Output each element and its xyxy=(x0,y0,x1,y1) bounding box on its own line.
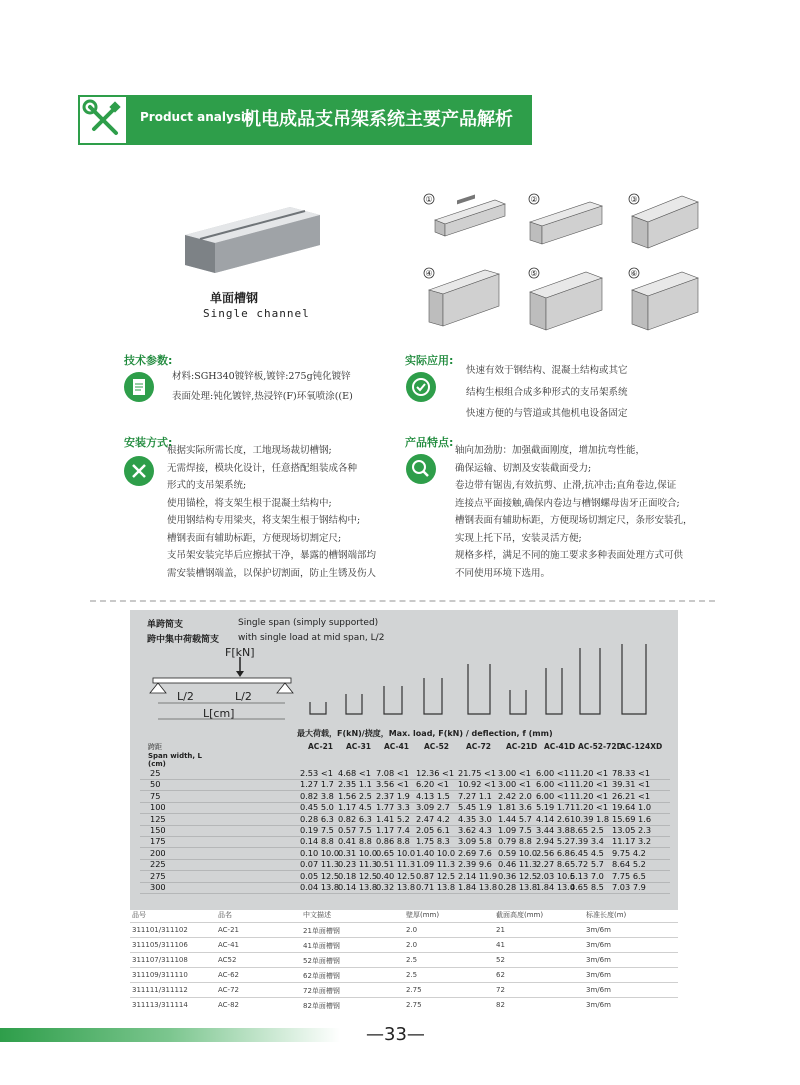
load-cell: 1.81 3.6 xyxy=(498,802,532,813)
load-cell: 0.65 10.0 xyxy=(376,847,416,858)
product-col-header: 品名 xyxy=(218,911,232,919)
load-cell: 8.65 2.5 xyxy=(570,825,604,835)
install-line-1: 根据实际所需长度，工地现场裁切槽钢; xyxy=(167,445,332,456)
col-header: AC-124XD xyxy=(620,742,663,751)
product-cell: 3m/6m xyxy=(586,926,611,934)
product-table-row xyxy=(130,922,678,937)
load-cell: 10.39 1.8 xyxy=(570,813,610,824)
col-header: AC-31 xyxy=(346,742,372,751)
section-label-5: ⑤ xyxy=(530,269,538,278)
install-line-5: 使用钢结构专用梁夹，将支架生根于钢结构中; xyxy=(167,515,361,526)
product-cell: 311105/311106 xyxy=(132,941,188,949)
load-cell: 2.05 6.1 xyxy=(416,825,450,835)
feature-line-2: 确保运输、切割及安装截面受力; xyxy=(455,462,592,474)
product-cell: AC-41 xyxy=(218,941,239,949)
app-line-3: 快速方便的与管道或其他机电设备固定 xyxy=(466,408,628,419)
load-cell: 0.28 13.8 xyxy=(498,882,538,892)
load-cell: 1.41 5.2 xyxy=(376,813,410,824)
load-cell: 6.45 4.5 xyxy=(570,847,604,858)
installation-text xyxy=(167,442,407,582)
load-cell: 5.72 5.7 xyxy=(570,859,604,870)
product-table-row xyxy=(130,937,678,952)
load-cell: 5.19 1.7 xyxy=(536,802,570,813)
load-table-row xyxy=(140,814,670,826)
product-col-header: 截面高度(mm) xyxy=(496,911,544,919)
features-text xyxy=(455,442,715,582)
product-col-header: 品号 xyxy=(132,911,146,919)
load-table-row xyxy=(140,836,670,848)
load-cell: 4.14 2.6 xyxy=(536,813,570,824)
span-header-cn: 跨距 xyxy=(148,743,162,751)
load-cell: 0.14 8.8 xyxy=(300,836,334,847)
product-cell: 62单面槽钢 xyxy=(303,972,340,980)
load-cell: 7.08 <1 xyxy=(376,768,409,778)
load-cell: 1.27 1.7 xyxy=(300,779,334,790)
load-cell: 6.00 <1 xyxy=(536,779,569,790)
product-table-body xyxy=(130,922,678,1014)
install-line-7: 支吊架安装完毕后应擦拭干净，暴露的槽钢端部均 xyxy=(167,550,377,561)
span-value: 175 xyxy=(150,836,166,847)
load-cell: 7.75 6.5 xyxy=(612,870,646,881)
product-cell: 82 xyxy=(496,1001,505,1009)
product-cell: 72单面槽钢 xyxy=(303,987,340,995)
load-cell: 0.19 7.5 xyxy=(300,825,334,835)
load-cell: 2.53 <1 xyxy=(300,768,333,778)
load-cell: 13.05 2.3 xyxy=(612,825,652,835)
load-cell: 0.46 11.3 xyxy=(498,859,538,870)
load-cell: 15.69 1.6 xyxy=(612,813,652,824)
product-table-row xyxy=(130,997,678,1012)
tech-line-1: 材料:SGH340镀锌板,镀锌:275g钝化镀锌 xyxy=(172,371,351,382)
installation-title: 安装方式: xyxy=(124,436,173,449)
product-cell: AC-72 xyxy=(218,986,239,994)
header-cn-title: 机电成品支吊架系统主要产品解析 xyxy=(243,109,513,130)
feature-line-8: 不同使用环境下选用。 xyxy=(455,567,551,579)
col-header: AC-41D xyxy=(544,742,576,751)
load-cell: 1.75 8.3 xyxy=(416,836,450,847)
load-table-row xyxy=(140,791,670,803)
load-cell: 2.35 1.1 xyxy=(338,779,372,790)
product-cell: AC-62 xyxy=(218,971,239,979)
load-column-headers xyxy=(300,742,670,752)
load-cell: 11.20 <1 xyxy=(570,768,609,778)
load-cell: 1.77 3.3 xyxy=(376,802,410,813)
col-header: AC-41 xyxy=(384,742,410,751)
product-cell: 311101/311102 xyxy=(132,926,188,934)
span-value: 75 xyxy=(150,790,161,801)
span-value: 200 xyxy=(150,847,166,858)
load-cell: 1.17 4.5 xyxy=(338,802,372,813)
product-cell: 62 xyxy=(496,971,505,979)
col-header: AC-72 xyxy=(466,742,492,751)
load-cell: 19.64 1.0 xyxy=(612,802,652,813)
product-cell: 3m/6m xyxy=(586,971,611,979)
span-value: 225 xyxy=(150,859,166,870)
load-cell: 2.14 11.9 xyxy=(458,870,498,881)
section-label-1: ① xyxy=(425,195,433,204)
half-span-label-left: L/2 xyxy=(177,690,194,703)
load-cell: 2.69 7.6 xyxy=(458,847,492,858)
section-drawing-1 xyxy=(424,194,505,236)
feature-line-7: 规格多样，满足不同的施工要求多种表面处理方式可供 xyxy=(455,550,684,561)
load-cell: 0.59 10.0 xyxy=(498,847,538,858)
force-label: F[kN] xyxy=(225,646,255,659)
product-cell: 2.75 xyxy=(406,986,422,994)
single-channel-image xyxy=(180,205,325,275)
load-cell: 21.75 <1 xyxy=(458,768,497,778)
span-value: 125 xyxy=(150,813,166,824)
load-cell: 1.84 13.8 xyxy=(458,882,498,892)
load-cell: 0.28 6.3 xyxy=(300,813,334,824)
section-divider xyxy=(90,600,715,602)
load-cell: 0.07 11.3 xyxy=(300,859,340,870)
load-title-en-1: Single span (simply supported) xyxy=(238,618,379,628)
install-line-6: 槽钢表面有辅助标距，方便现场切割定尺; xyxy=(167,532,342,544)
product-cell: 3m/6m xyxy=(586,956,611,964)
load-cell: 26.21 <1 xyxy=(612,790,651,801)
load-cell: 4.13 1.5 xyxy=(416,790,450,801)
product-cell: 3m/6m xyxy=(586,986,611,994)
load-cell: 7.03 7.9 xyxy=(612,882,646,892)
install-line-8: 需安装槽钢端盖，以保护切割面，防止生锈及伤人 xyxy=(167,567,377,579)
load-cell: 7.39 3.4 xyxy=(570,836,604,847)
product-cell: 2.0 xyxy=(406,926,418,934)
load-cell: 2.56 6.8 xyxy=(536,847,570,858)
load-table-row xyxy=(140,848,670,860)
check-icon xyxy=(406,372,436,402)
col-header: AC-52-72D xyxy=(578,742,623,751)
document-icon xyxy=(124,372,154,402)
load-title-en-2: with single load at mid span, L/2 xyxy=(238,633,385,643)
load-cell: 5.13 7.0 xyxy=(570,870,604,881)
load-cell: 39.31 <1 xyxy=(612,779,651,790)
feature-line-6: 实现上托下吊，安装灵活方便; xyxy=(455,532,582,544)
product-cell: 82单面槽钢 xyxy=(303,1002,340,1010)
channel-section-drawings xyxy=(415,190,705,338)
product-col-header: 壁厚(mm) xyxy=(406,911,440,919)
load-caption: 最大荷载，F(kN)/挠度，Max. load, F(kN) / deflection, f (mm) xyxy=(297,729,553,738)
magnifier-icon xyxy=(406,454,436,484)
load-cell: 2.94 5.2 xyxy=(536,836,570,847)
load-cell: 3.09 2.7 xyxy=(416,802,450,813)
feature-line-3: 卷边带有锯齿,有效抗剪、止滑,抗冲击;直角卷边,保证 xyxy=(455,480,677,491)
load-cell: 3.00 <1 xyxy=(498,779,531,790)
product-cell: 52单面槽钢 xyxy=(303,957,340,965)
span-header-en: Span width, L (cm) xyxy=(148,752,202,768)
product-table-row xyxy=(130,967,678,982)
load-cell: 0.82 3.8 xyxy=(300,790,334,801)
tools-icon xyxy=(124,456,154,486)
load-cell: 1.84 13.0 xyxy=(536,882,576,892)
install-line-4: 使用锚栓，将支架生根于混凝土结构中; xyxy=(167,497,332,509)
load-cell: 0.32 13.8 xyxy=(376,882,416,892)
features-title: 产品特点: xyxy=(405,436,454,449)
load-cell: 0.71 13.8 xyxy=(416,882,456,892)
span-value: 150 xyxy=(150,825,166,835)
product-cell: 311111/311112 xyxy=(132,986,188,994)
product-cell: 52 xyxy=(496,956,505,964)
load-title-cn-2: 跨中集中荷载简支 xyxy=(147,635,220,645)
load-cell: 78.33 <1 xyxy=(612,768,651,778)
load-data-rows xyxy=(140,768,670,908)
load-cell: 1.09 7.5 xyxy=(498,825,532,835)
span-value: 300 xyxy=(150,882,166,892)
header-icon-box xyxy=(78,95,128,145)
span-label: L[cm] xyxy=(203,707,235,720)
wrench-screwdriver-icon xyxy=(80,97,126,143)
product-cell: 311113/311114 xyxy=(132,1001,188,1009)
page-number: —33— xyxy=(366,1024,425,1045)
section-drawing-3 xyxy=(629,194,698,248)
load-cell: 0.51 11.3 xyxy=(376,859,416,870)
load-cell: 3.62 4.3 xyxy=(458,825,492,835)
load-cell: 10.92 <1 xyxy=(458,779,497,790)
install-line-3: 形式的支吊架系统; xyxy=(167,480,247,491)
load-cell: 2.42 2.0 xyxy=(498,790,532,801)
product-cell: 2.0 xyxy=(406,941,418,949)
load-cell: 6.20 <1 xyxy=(416,779,449,790)
load-cell: 4.35 3.0 xyxy=(458,813,492,824)
span-value: 25 xyxy=(150,768,161,778)
product-table-row xyxy=(130,952,678,967)
load-table-row xyxy=(140,802,670,814)
span-value: 50 xyxy=(150,779,161,790)
product-cell: 21单面槽钢 xyxy=(303,927,340,935)
section-label-3: ③ xyxy=(630,195,638,204)
load-cell: 0.31 10.0 xyxy=(338,847,378,858)
product-name-en: Single channel xyxy=(203,307,310,320)
load-cell: 6.00 <1 xyxy=(536,790,569,801)
product-cell: 3m/6m xyxy=(586,1001,611,1009)
load-table-row xyxy=(140,825,670,837)
load-cell: 2.37 1.9 xyxy=(376,790,410,801)
product-cell: 41单面槽钢 xyxy=(303,942,340,950)
product-table-header xyxy=(130,910,678,922)
section-label-2: ② xyxy=(530,195,538,204)
load-cell: 3.56 <1 xyxy=(376,779,409,790)
load-cell: 0.41 8.8 xyxy=(338,836,372,847)
load-cell: 0.36 12.5 xyxy=(498,870,538,881)
load-cell: 4.68 <1 xyxy=(338,768,371,778)
load-cell: 8.64 5.2 xyxy=(612,859,646,870)
col-header: AC-52 xyxy=(424,742,450,751)
tech-line-2: 表面处理:钝化镀锌,热浸锌(F)环氧喷涂((E) xyxy=(172,390,353,402)
product-cell: 2.75 xyxy=(406,1001,422,1009)
tech-params-title: 技术参数: xyxy=(124,354,173,367)
load-cell: 2.47 4.2 xyxy=(416,813,450,824)
section-label-6: ⑥ xyxy=(630,269,638,278)
col-header: AC-21D xyxy=(506,742,538,751)
app-line-1: 快速有效于钢结构、混凝土结构或其它 xyxy=(466,365,628,376)
application-title: 实际应用: xyxy=(405,354,454,367)
load-cell: 1.09 11.3 xyxy=(416,859,456,870)
half-span-label-right: L/2 xyxy=(235,690,252,703)
load-cell: 1.40 10.0 xyxy=(416,847,456,858)
application-text xyxy=(466,362,628,423)
col-header: AC-21 xyxy=(308,742,334,751)
product-cell: 311107/311108 xyxy=(132,956,188,964)
product-cell: 2.5 xyxy=(406,971,418,979)
load-cell: 2.27 8.6 xyxy=(536,859,570,870)
load-cell: 0.18 12.5 xyxy=(338,870,378,881)
section-drawing-4 xyxy=(424,268,499,326)
product-col-header: 中文描述 xyxy=(303,911,331,919)
load-cell: 0.14 13.8 xyxy=(338,882,378,892)
footer-accent-bar xyxy=(0,1028,340,1042)
load-cell: 0.86 8.8 xyxy=(376,836,410,847)
app-line-2: 结构生根组合成多种形式的支吊架系统 xyxy=(466,386,628,398)
load-cell: 0.40 12.5 xyxy=(376,870,416,881)
product-cell: AC52 xyxy=(218,956,237,964)
load-title-cn-1: 单跨简支 xyxy=(147,620,184,630)
load-cell: 11.20 <1 xyxy=(570,779,609,790)
section-drawing-6 xyxy=(629,268,698,330)
load-table-row xyxy=(140,779,670,791)
feature-line-5: 槽钢表面有辅助标距，方便现场切割定尺，条形安装孔， xyxy=(455,515,693,526)
load-table-row xyxy=(140,882,670,894)
load-table-row xyxy=(140,768,670,780)
install-line-2: 无需焊接，模块化设计，任意搭配组装成各种 xyxy=(167,462,358,474)
load-cell: 11.20 <1 xyxy=(570,790,609,801)
load-table-row xyxy=(140,859,670,871)
load-cell: 2.03 10.6 xyxy=(536,870,576,881)
product-cell: AC-21 xyxy=(218,926,239,934)
section-drawing-5 xyxy=(529,268,602,330)
load-cell: 0.10 10.0 xyxy=(300,847,340,858)
load-cell: 0.45 5.0 xyxy=(300,802,334,813)
feature-line-4: 连接点平面接触,确保内卷边与槽钢螺母齿牙正面咬合; xyxy=(455,497,680,509)
product-col-header: 标准长度(m) xyxy=(586,911,627,919)
product-cell: AC-82 xyxy=(218,1001,239,1009)
load-cell: 0.87 12.5 xyxy=(416,870,456,881)
load-cell: 0.79 8.8 xyxy=(498,836,532,847)
load-cell: 0.82 6.3 xyxy=(338,813,372,824)
product-cell: 21 xyxy=(496,926,505,934)
product-cell: 311109/311110 xyxy=(132,971,188,979)
product-name-cn: 单面槽钢 xyxy=(210,291,259,305)
product-table-row xyxy=(130,982,678,997)
load-cell: 1.56 2.5 xyxy=(338,790,372,801)
load-cell: 5.45 1.9 xyxy=(458,802,492,813)
load-cell: 3.44 3.8 xyxy=(536,825,570,835)
section-label-4: ④ xyxy=(425,269,433,278)
load-table-row xyxy=(140,871,670,883)
load-cell: 3.00 <1 xyxy=(498,768,531,778)
load-cell: 0.57 7.5 xyxy=(338,825,372,835)
load-cell: 0.04 13.8 xyxy=(300,882,340,892)
product-cell: 41 xyxy=(496,941,505,949)
span-value: 100 xyxy=(150,802,166,813)
load-cell: 12.36 <1 xyxy=(416,768,455,778)
load-cell: 9.75 4.2 xyxy=(612,847,646,858)
section-drawing-2 xyxy=(529,194,602,244)
load-cell: 11.17 3.2 xyxy=(612,836,652,847)
feature-line-1: 轴向加劲肋：加强截面刚度，增加抗弯性能， xyxy=(455,445,646,456)
tech-params-text xyxy=(172,368,353,405)
product-cell: 3m/6m xyxy=(586,941,611,949)
load-cell: 7.27 1.1 xyxy=(458,790,492,801)
load-cell: 1.44 5.7 xyxy=(498,813,532,824)
load-cell: 3.09 5.8 xyxy=(458,836,492,847)
load-cell: 1.17 7.4 xyxy=(376,825,410,835)
load-cell: 6.00 <1 xyxy=(536,768,569,778)
channel-profiles xyxy=(300,640,670,725)
load-cell: 11.20 <1 xyxy=(570,802,609,813)
load-cell: 4.65 8.5 xyxy=(570,882,604,892)
span-value: 275 xyxy=(150,870,166,881)
header-en-title: Product analysis xyxy=(140,110,253,124)
load-cell: 0.23 11.3 xyxy=(338,859,378,870)
load-cell: 0.05 12.5 xyxy=(300,870,340,881)
beam-diagram xyxy=(145,645,295,725)
product-cell: 72 xyxy=(496,986,505,994)
product-cell: 2.5 xyxy=(406,956,418,964)
load-cell: 2.39 9.6 xyxy=(458,859,492,870)
